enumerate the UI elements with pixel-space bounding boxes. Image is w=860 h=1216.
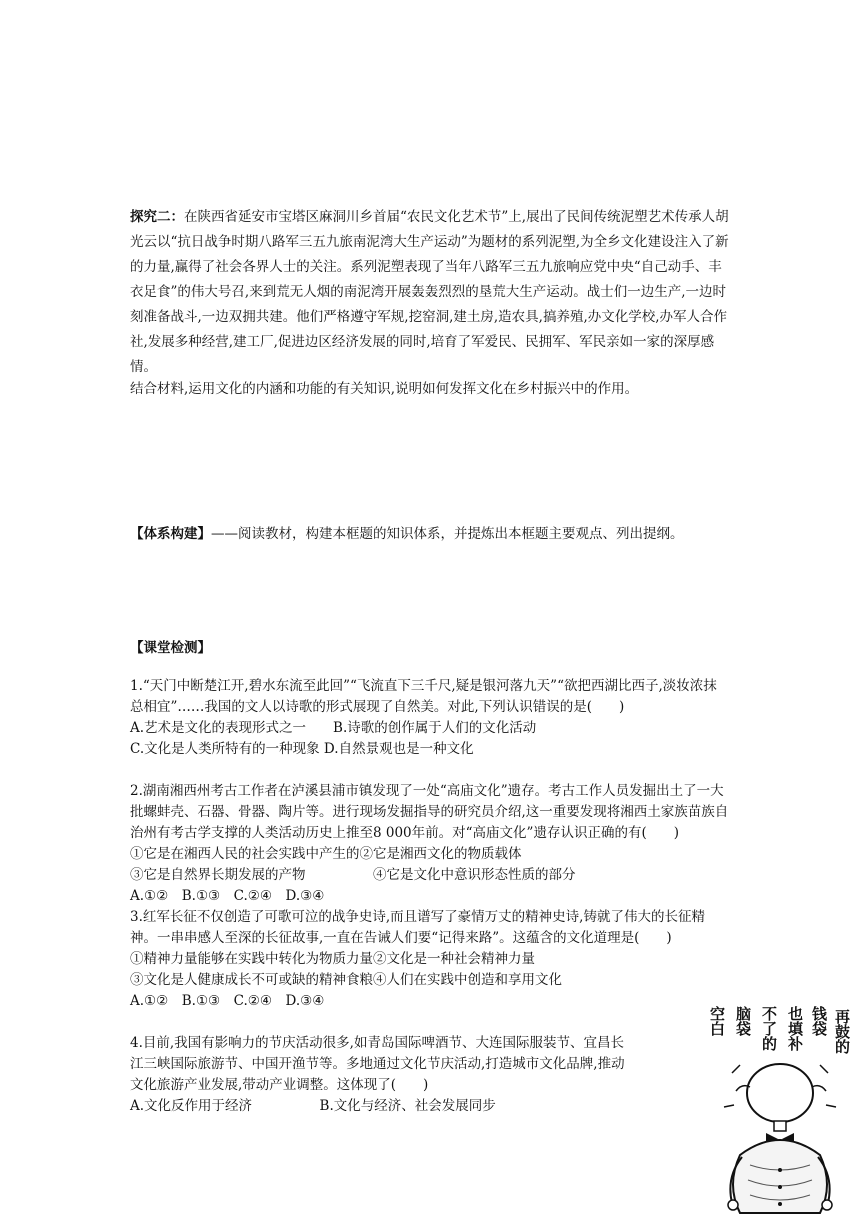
question-stem-line: 文化旅游产业发展,带动产业调整。这体现了( ) bbox=[130, 1077, 429, 1093]
question-option-line: A.艺术是文化的表现形式之一 B.诗歌的创作属于人们的文化活动 bbox=[130, 720, 537, 736]
question-option-line: ①它是在湘西人民的社会实践中产生的②它是湘西文化的物质载体 bbox=[130, 846, 522, 862]
question-stem: 2.湖南湘西州考古工作者在泸溪县浦市镇发现了一处“高庙文化”遗存。考古工作人员发掘出土了一大批螺蚌壳、石器、骨器、陶片等。进行现场发掘指导的研究员介绍,这一重要发现将湘西土家族苗族自治州有考古学支撑的人类活动历史上推至8 000年前。对“高庙文化”遗存认识正确的有( ) bbox=[130, 783, 729, 841]
classroom-test-heading: 【课堂检测】 bbox=[130, 640, 211, 656]
cartoon-caption-column: 也填补 bbox=[788, 1005, 804, 1053]
question-option-line: ③文化是人健康成长不可或缺的精神食粮④人们在实践中创造和享用文化 bbox=[130, 972, 562, 988]
question-option-line: A.①② B.①③ C.②④ D.③④ bbox=[130, 888, 325, 904]
cartoon-empty-head bbox=[747, 1064, 813, 1122]
question-option-line: C.文化是人类所特有的一种现象 D.自然景观也是一种文化 bbox=[130, 741, 474, 757]
system-build-text: ——阅读教材，构建本框题的知识体系，并提炼出本框题主要观点、列出提纲。 bbox=[211, 526, 684, 542]
question-option-line: ①精神力量能够在实践中转化为物质力量②文化是一种社会精神力量 bbox=[130, 951, 535, 967]
question-stem-line: 4.目前,我国有影响力的节庆活动很多,如青岛国际啤酒节、大连国际服装节、宜昌长 bbox=[130, 1035, 624, 1051]
system-build-paragraph bbox=[130, 522, 750, 547]
cartoon-figure-svg bbox=[700, 1005, 860, 1216]
cartoon-illustration bbox=[700, 1005, 860, 1216]
question-option-line: A.文化反作用于经济 B.文化与经济、社会发展同步 bbox=[130, 1098, 496, 1114]
cartoon-caption-column: 脑袋 bbox=[736, 1005, 752, 1038]
question-stem: 1.“天门中断楚江开,碧水东流至此回”“飞流直下三千尺,疑是银河落九天”“欲把西湖比西子,淡妆浓抹总相宜”……我国的文人以诗歌的形式展现了自然美。对此,下列认识错误的是( ) bbox=[130, 678, 717, 715]
cartoon-caption-column: 空白 bbox=[710, 1005, 726, 1038]
question-3 bbox=[130, 907, 730, 1012]
system-build-label: 【体系构建】 bbox=[130, 526, 211, 542]
question-4 bbox=[130, 1033, 690, 1117]
cartoon-caption-column: 钱袋 bbox=[812, 1005, 828, 1038]
explore-two-label: 探究二： bbox=[130, 209, 184, 225]
question-option-line: A.①② B.①③ C.②④ D.③④ bbox=[130, 993, 325, 1009]
cartoon-caption-column: 不了的 bbox=[762, 1005, 778, 1053]
explore-two-question: 结合材料,运用文化的内涵和功能的有关知识,说明如何发挥文化在乡村振兴中的作用。 bbox=[130, 381, 639, 397]
question-stem-line: 江三峡国际旅游节、中国开渔节等。多地通过文化节庆活动,打造城市文化品牌,推动 bbox=[130, 1056, 625, 1072]
explore-two-paragraph bbox=[130, 205, 730, 380]
question-option-line: ③它是自然界长期发展的产物 ④它是文化中意识形态性质的部分 bbox=[130, 867, 576, 883]
cartoon-caption-column: 再鼓的 bbox=[835, 1008, 851, 1056]
question-2 bbox=[130, 781, 730, 907]
question-1 bbox=[130, 676, 730, 760]
question-stem: 3.红军长征不仅创造了可歌可泣的战争史诗,而且谱写了豪情万丈的精神史诗,铸就了伟大的长征精神。一串串感人至深的长征故事,一直在告诫人们要“记得来路”。这蕴含的文化道理是( ) bbox=[130, 909, 705, 946]
explore-two-text: 在陕西省延安市宝塔区麻洞川乡首届“农民文化艺术节”上,展出了民间传统泥塑艺术传承人胡光云以“抗日战争时期八路军三五九旅南泥湾大生产运动”为题材的系列泥塑,为全乡文化建设注入了新的力量,赢得了社会各界人士的关注。系列泥塑表现了当年八路军三五九旅响应党中央“自己动手、丰衣足食”的伟大号召,来到荒无人烟的南泥湾开展轰轰烈烈的垦荒大生产运动。战士们一边生产,一边时刻准备战斗,一边双拥共建。他们严格遵守军规,挖窑洞,建土房,造农具,搞养殖,办文化学校,办军人合作社,发展多种经营,建工厂,促进边区经济发展的同时,培育了军爱民、民拥军、军民亲如一家的深厚感情。 bbox=[130, 209, 729, 375]
